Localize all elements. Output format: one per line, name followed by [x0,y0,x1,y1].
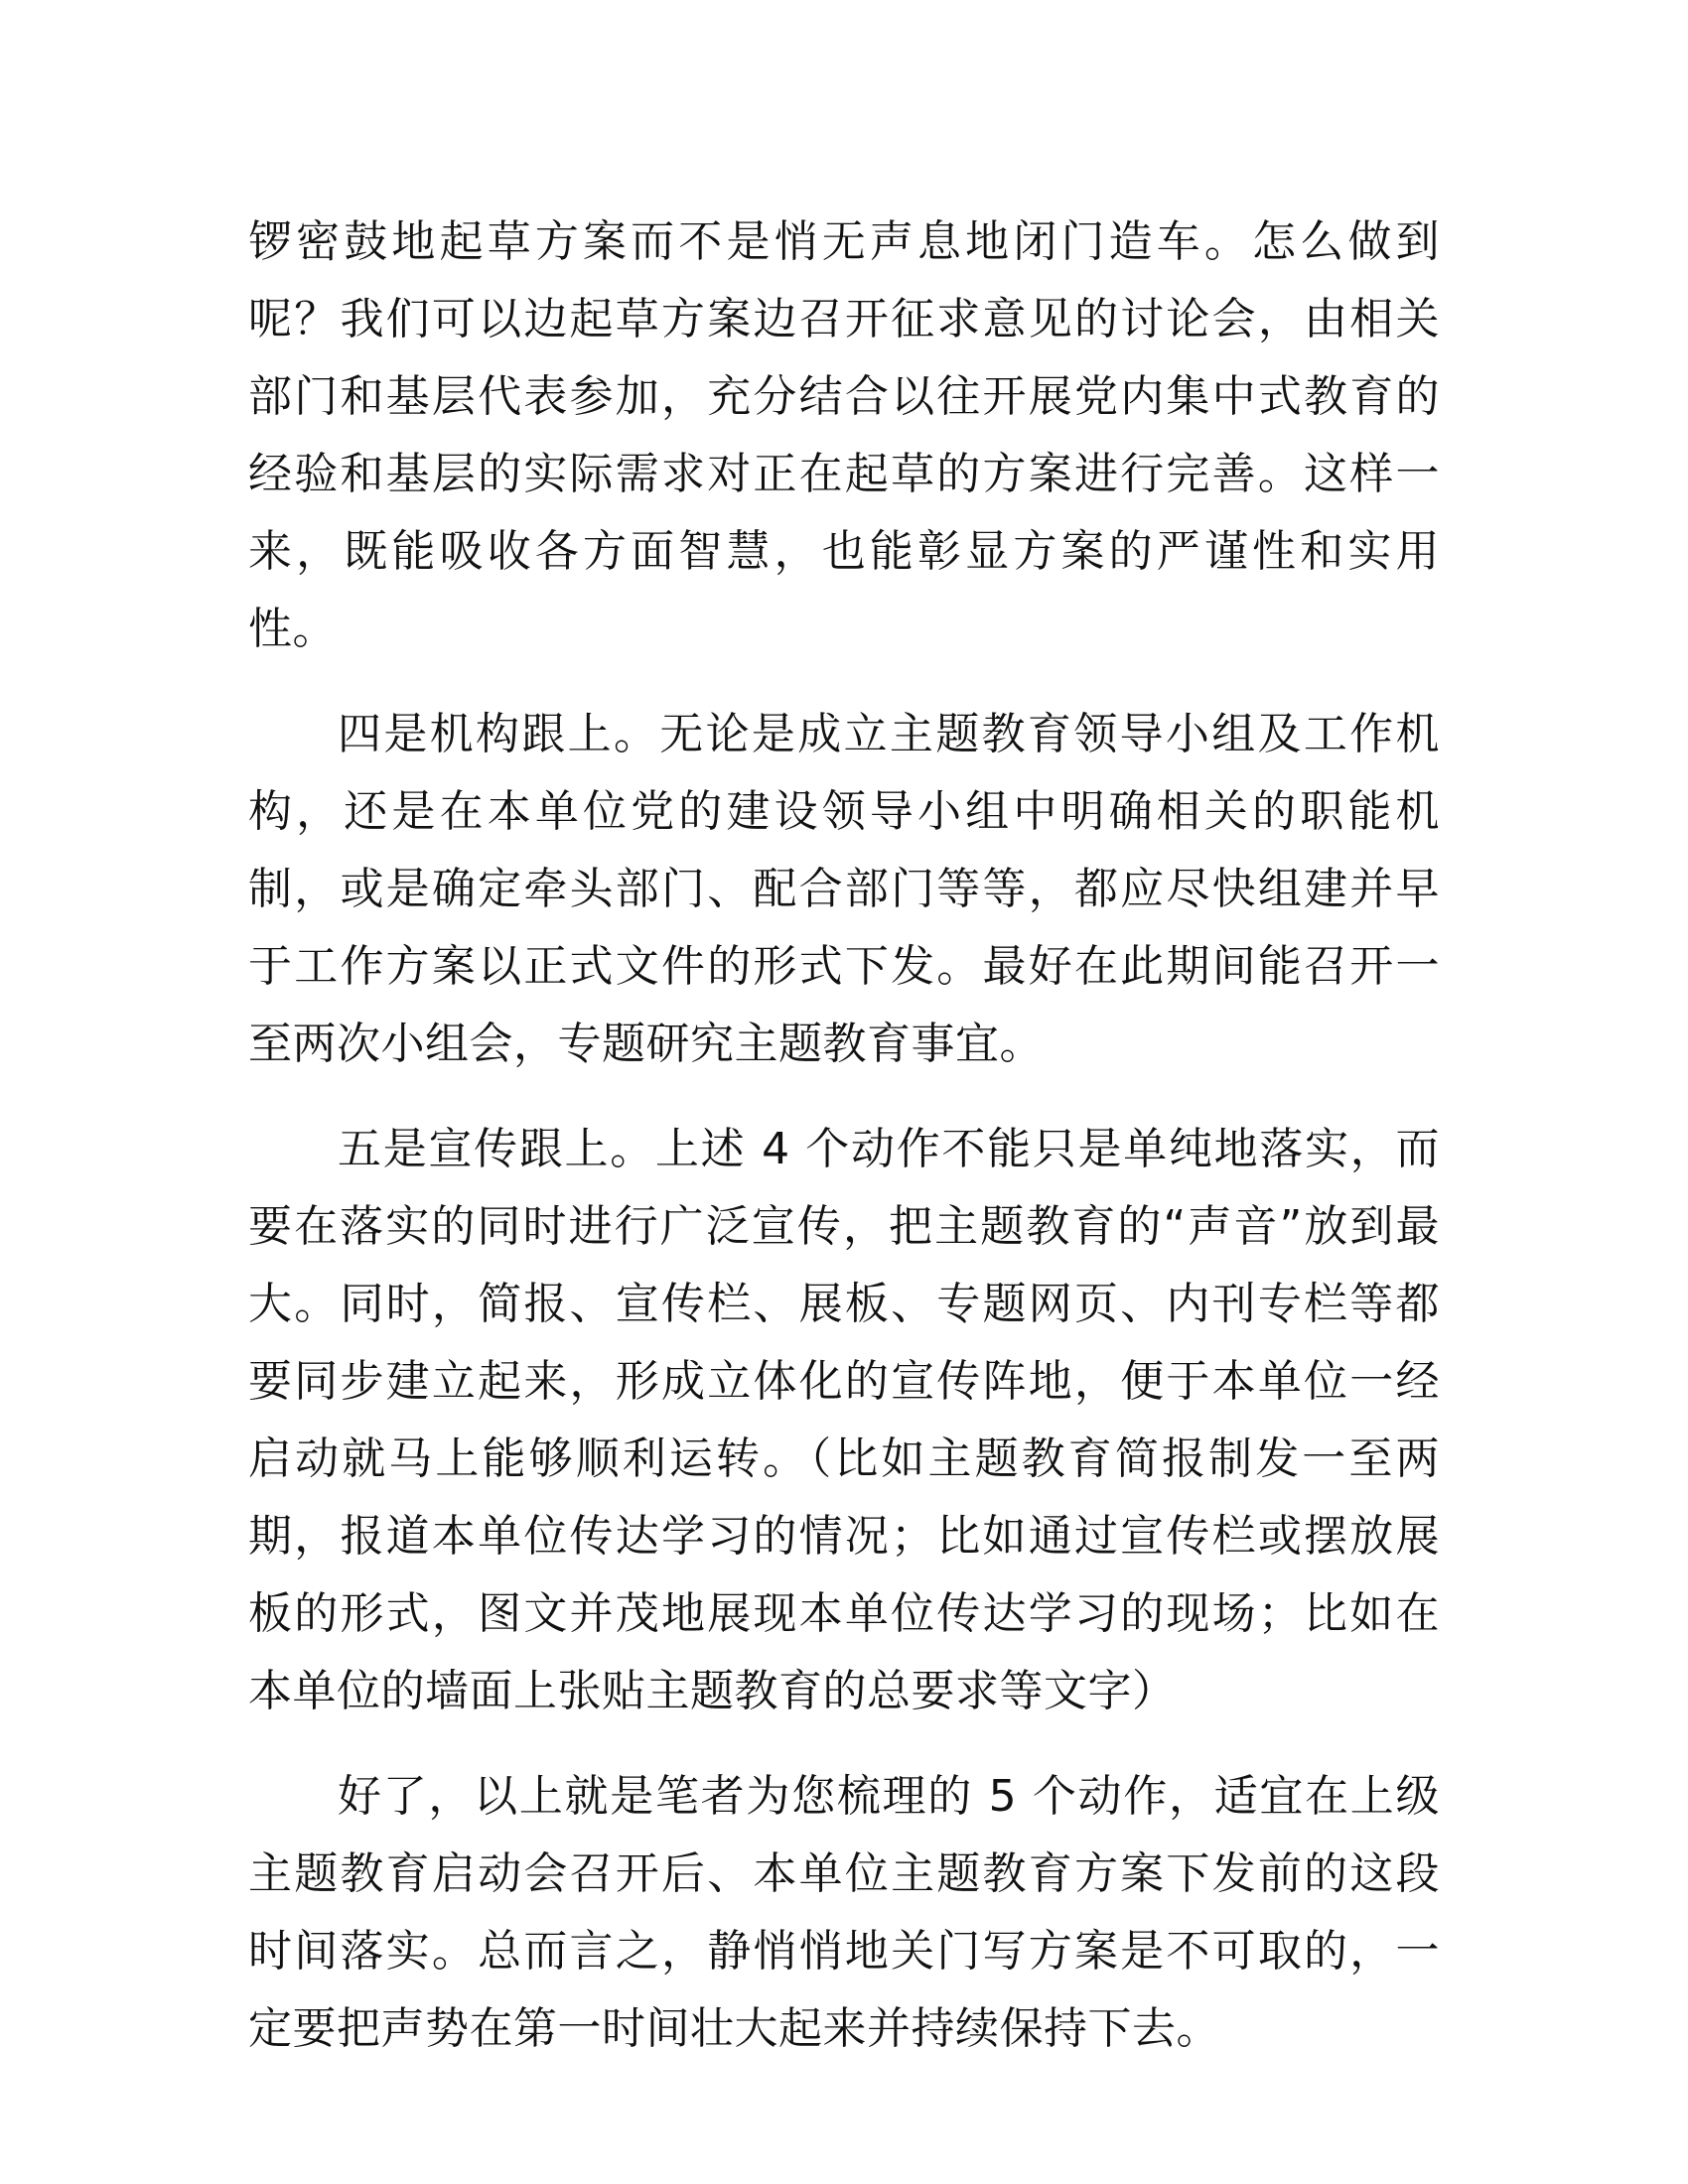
paragraph-five-publicity: 五是宣传跟上。上述 4 个动作不能只是单纯地落实，而要在落实的同时进行广泛宣传，把主题教育的“声音”放到最大。同时，简报、宣传栏、展板、专题网页、内刊专栏等都要同步建立起来，形成立体化的宣传阵地，便于本单位一经启动就马上能够顺利运转。（比如主题教育简报制发一至两期，报道本单位传达学习的情况；比如通过宣传栏或摆放展板的形式，图文并茂地展现本单位传达学习的现场；比如在本单位的墙面上张贴主题教育的总要求等文字） [248,1124,1440,1716]
document-body [248,204,1440,2096]
paragraph-summary: 好了，以上就是笔者为您梳理的 5 个动作，适宜在上级主题教育启动会召开后、本单位主题教育方案下发前的这段时间落实。总而言之，静悄悄地关门写方案是不可取的，一定要把声势在第一时间壮大起来并持续保持下去。 [248,1771,1440,2054]
paragraph-four-organization: 四是机构跟上。无论是成立主题教育领导小组及工作机构，还是在本单位党的建设领导小组中明确相关的职能机制，或是确定牵头部门、配合部门等等，都应尽快组建并早于工作方案以正式文件的形式下发。最好在此期间能召开一至两次小组会，专题研究主题教育事宜。 [248,709,1440,1069]
paragraph-continuation: 锣密鼓地起草方案而不是悄无声息地闭门造车。怎么做到呢？我们可以边起草方案边召开征求意见的讨论会，由相关部门和基层代表参加，充分结合以往开展党内集中式教育的经验和基层的实际需求对正在起草的方案进行完善。这样一来，既能吸收各方面智慧，也能彰显方案的严谨性和实用性。 [248,216,1440,654]
